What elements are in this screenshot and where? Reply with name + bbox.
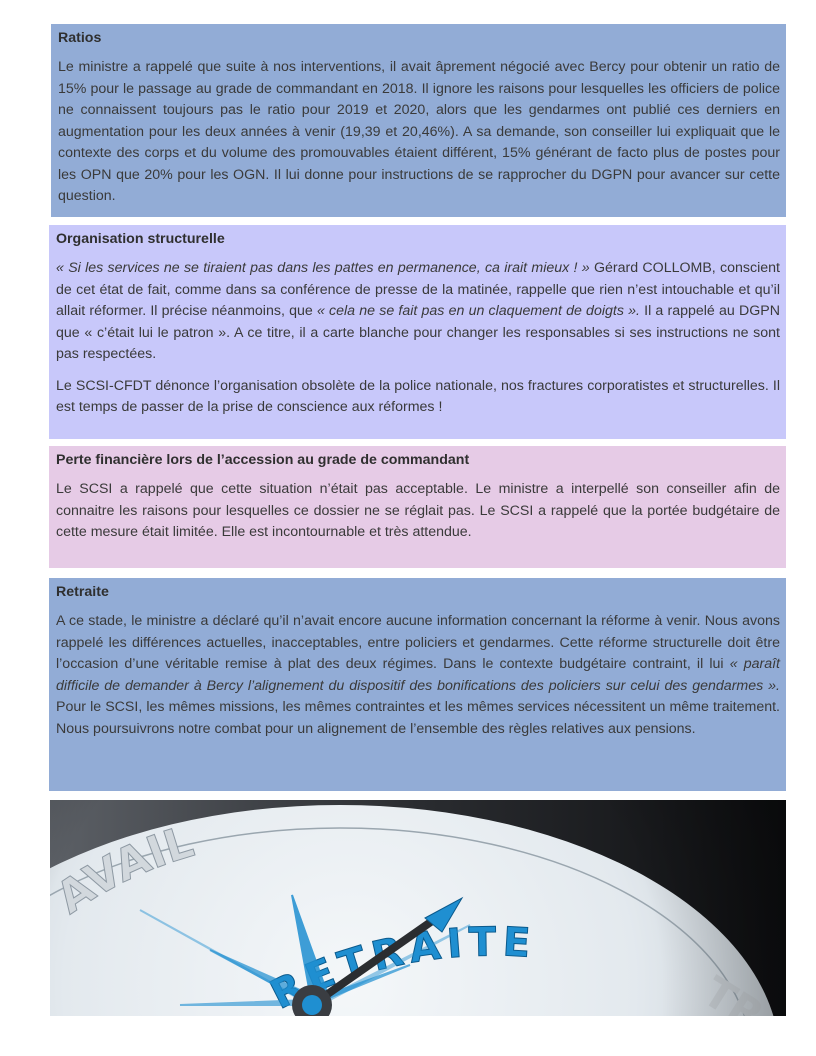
compass-illustration bbox=[50, 800, 786, 1016]
section-paragraph bbox=[56, 258, 780, 366]
section-retraite bbox=[49, 578, 786, 791]
section-title: Perte financière lors de l’accession au grade de commandant bbox=[56, 452, 470, 468]
section-ratios bbox=[51, 24, 786, 217]
section-perte-financiere bbox=[49, 446, 786, 568]
section-title: Ratios bbox=[58, 30, 102, 46]
section-paragraph: Le SCSI a rappelé que cette situation n’était pas acceptable. Le ministre a interpellé son conseiller afin de connaitre les raisons pour lesquelles ce dossier ne se réglait pas. Le SCSI a rappelé que la portée budgétaire de cette mesure était limitée. Elle est incontournable et très attendue. bbox=[56, 481, 780, 540]
image-vignette bbox=[50, 800, 786, 1016]
paragraph-text: Gérard COLLOMB, conscient de cet état de fait, comme dans sa conférence de presse de la matinée, rappelle que rien n’est intouchable et qu’il allait réformer. Il précise néanmoins, que bbox=[56, 260, 780, 319]
section-organisation-structurelle bbox=[49, 225, 786, 439]
section-title: Organisation structurelle bbox=[56, 231, 225, 247]
section-paragraph: Le SCSI-CFDT dénonce l’organisation obsolète de la police nationale, nos fractures corporatistes et structurelles. Il est temps de passer de la prise de conscience aux réformes ! bbox=[56, 377, 780, 415]
paragraph-text: Il a rappelé au DGPN que « c’était lui le patron ». A ce titre, il a carte blanche pour changer les responsables si ses instructions ne sont pas respectées. bbox=[56, 303, 780, 362]
section-paragraph: Le ministre a rappelé que suite à nos interventions, il avait âprement négocié avec Bercy pour obtenir un ratio de 15% pour le passage au grade de commandant en 2018. Il ignore les raisons pour lesquelles les officiers de police ne connaissent toujours pas le ratio pour 2019 et 2020, alors que les gendarmes ont publié ces derniers en augmentation pour les deux années à venir (19,39 et 20,46%). A sa demande, son conseiller lui expliquait que le contexte des corps et du volume des promouvables étaient différent, 15% générant de facto plus de postes pour les OPN que 20% pour les OGN. Il lui donne pour instructions de se rapprocher du DGPN pour avancer sur cette question. bbox=[58, 59, 780, 204]
compass-retraite-image bbox=[50, 800, 786, 1016]
section-title: Retraite bbox=[56, 584, 109, 600]
quote: « paraît difficile de demander à Bercy l’alignement du dispositif des bonifications des policiers sur celui des gendarmes ». bbox=[56, 656, 780, 694]
paragraph-text: A ce stade, le ministre a déclaré qu’il n’avait encore aucune information concernant la réforme à venir. Nous avons rappelé les différences actuelles, inacceptables, entre policiers et gendarmes. Cette réforme structurelle doit être l’occasion d’une véritable remise à plat des deux régimes. Dans le contexte budgétaire contraint, il lui bbox=[56, 613, 780, 672]
quote: « cela ne se fait pas en un claquement de doigts ». bbox=[316, 303, 640, 319]
paragraph-text: Pour le SCSI, les mêmes missions, les mêmes contraintes et les mêmes services nécessitent un même traitement. Nous poursuivrons notre combat pour un alignement de l’ensemble des règles relatives aux pensions. bbox=[56, 699, 780, 737]
section-paragraph bbox=[56, 611, 780, 740]
quote: « Si les services ne se tiraient pas dans les pattes en permanence, ca irait mieux ! » bbox=[56, 260, 590, 276]
